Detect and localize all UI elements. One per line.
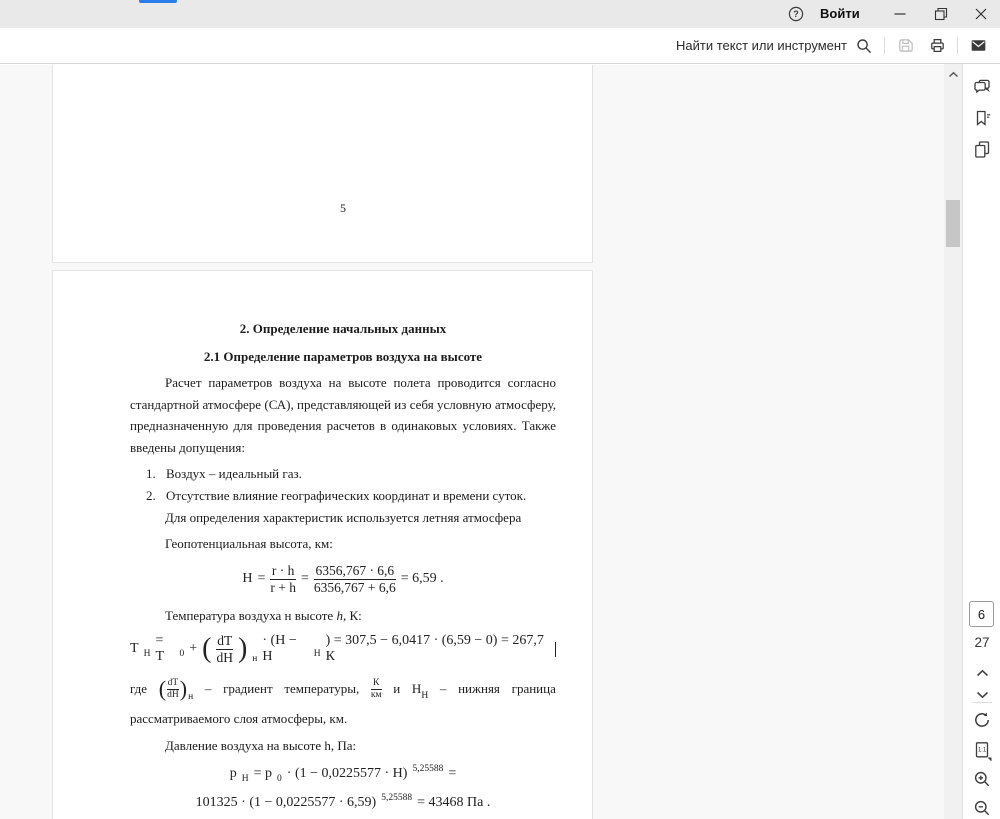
where-word: и <box>393 681 401 696</box>
where-word: температуры, <box>284 681 360 696</box>
geopotential-label: Геопотенциальная высота, км: <box>165 536 333 551</box>
paragraph-line: Расчет параметров воздуха на высоте полета проводится согласно <box>165 375 556 390</box>
formula-term: = p <box>253 766 273 781</box>
formula-term: H <box>242 571 253 586</box>
formula-pressure-line1 <box>130 761 556 787</box>
previous-page-button[interactable] <box>971 662 993 684</box>
list-item <box>130 485 556 507</box>
subscript: н <box>188 692 194 702</box>
comments-icon <box>972 77 992 97</box>
rotate-page-button[interactable] <box>971 709 993 731</box>
scroll-up-button[interactable] <box>944 66 962 82</box>
envelope-icon <box>969 36 988 55</box>
fraction-numerator: dT <box>167 678 179 689</box>
summer-atmosphere-line: Для определения характеристик используется летняя атмосфера <box>165 510 522 525</box>
save-button[interactable] <box>895 36 915 56</box>
total-pages-label: 27 <box>974 635 990 650</box>
search-icon <box>854 36 874 56</box>
paragraph-line: введены допущения: <box>130 440 245 456</box>
pdf-page-5 <box>52 65 593 263</box>
formula-term: + <box>189 641 198 656</box>
label-text: , К: <box>342 608 362 623</box>
subscript: 0 <box>179 649 185 659</box>
pdf-viewer-canvas[interactable] <box>0 65 944 819</box>
formula-term: H <box>411 681 422 696</box>
paragraph-line: стандартной атмосфере (СА), представляющей из себя условную атмосферу, <box>130 396 556 412</box>
help-button[interactable] <box>786 5 806 23</box>
zoom-out-icon <box>972 798 992 818</box>
zoom-in-icon <box>972 769 992 789</box>
formula-term: = <box>257 571 266 586</box>
formula-term: = <box>300 571 309 586</box>
restore-window-button[interactable] <box>923 0 959 28</box>
section-heading: 2. Определение начальных данных <box>239 321 447 336</box>
help-icon <box>788 6 804 22</box>
close-button[interactable] <box>963 0 999 28</box>
list-item-number: 1. <box>146 466 156 481</box>
assumptions-list <box>130 463 556 529</box>
sidebar-divider <box>972 702 992 703</box>
rotate-icon <box>972 710 992 730</box>
where-clause-line2: рассматриваемого слоя атмосферы, км. <box>130 711 348 726</box>
subsection-heading: 2.1 Определение параметров воздуха на высоте <box>203 349 483 364</box>
find-text-label: Найти текст или инструмент <box>676 38 847 53</box>
svg-text:1:1: 1:1 <box>977 747 986 753</box>
comments-button[interactable] <box>971 76 993 98</box>
send-email-button[interactable] <box>968 36 988 56</box>
where-dash: – <box>204 681 212 696</box>
where-clause-line <box>130 671 556 707</box>
print-icon <box>928 36 947 55</box>
pressure-label: Давление воздуха на высоте h, Па: <box>165 738 357 753</box>
formula-result: = 43468 Па . <box>417 795 491 810</box>
pdf-sidebar <box>962 64 1000 819</box>
formula-term: 101325 · (1 − 0,0225577 · 6,59) <box>195 795 377 810</box>
subscript: Н <box>143 649 151 659</box>
window-titlebar <box>0 0 1000 28</box>
fraction-numerator: К <box>373 678 380 689</box>
pdf-page-6 <box>52 270 593 819</box>
fraction-numerator: r · h <box>271 563 295 579</box>
subscript: н <box>252 654 258 664</box>
find-text-control[interactable] <box>676 36 874 56</box>
copy-icon <box>972 139 992 159</box>
lower-bound-term <box>411 681 429 701</box>
minimize-button[interactable] <box>882 0 918 28</box>
fraction-denominator: 6356,767 + 6,6 <box>313 579 396 595</box>
units-fraction <box>371 678 382 700</box>
chevron-up-icon <box>976 669 989 677</box>
text-caret <box>555 642 556 657</box>
bookmark-icon <box>972 108 992 128</box>
fraction <box>314 563 396 594</box>
gradient-term <box>159 678 193 700</box>
page-scale-icon <box>972 740 993 761</box>
where-word: граница <box>511 681 556 696</box>
formula-geopotential-height <box>130 559 556 599</box>
subscript: Н <box>421 691 429 701</box>
fraction <box>270 563 296 594</box>
chevron-up-icon <box>948 71 959 78</box>
formula-term: = <box>448 766 457 781</box>
temperature-label <box>130 608 556 624</box>
where-word: градиент <box>223 681 273 696</box>
fraction-numerator: 6356,767 · 6,6 <box>315 563 395 579</box>
where-word: нижняя <box>458 681 500 696</box>
fraction-numerator: dT <box>217 633 233 649</box>
page-scale-button[interactable] <box>971 739 993 761</box>
zoom-in-button[interactable] <box>971 768 993 790</box>
where-dash: – <box>439 681 447 696</box>
vertical-scrollbar[interactable] <box>944 64 962 819</box>
bookmarks-button[interactable] <box>971 107 993 129</box>
pdf-toolbar <box>0 28 1000 64</box>
active-tab-indicator <box>139 0 177 3</box>
left-paren: ( <box>158 676 167 701</box>
formula-term: · (1 − 0,0225577 · H) <box>286 766 408 781</box>
formula-term: · (H − H <box>262 633 297 664</box>
left-paren: ( <box>202 633 212 664</box>
subscript: 0 <box>277 774 282 784</box>
fraction-denominator: км <box>370 689 382 700</box>
toolbar-divider <box>884 37 885 54</box>
save-icon <box>896 36 915 55</box>
restore-icon <box>934 7 948 21</box>
intro-paragraph <box>130 372 556 459</box>
exponent: 5,25588 <box>412 764 444 774</box>
print-button[interactable] <box>927 36 947 56</box>
where-word: где <box>130 681 148 696</box>
formula-temperature <box>130 627 556 671</box>
chevron-down-icon <box>976 691 989 699</box>
list-item-number: 2. <box>146 488 156 503</box>
scrollbar-thumb[interactable] <box>946 200 960 247</box>
svg-text:?: ? <box>793 9 799 20</box>
list-item-text: Воздух – идеальный газ. <box>166 466 302 481</box>
page-number-input[interactable] <box>969 601 994 627</box>
formula-result: ) = 307,5 − 6,0417 · (6,59 − 0) = 267,7 К <box>325 633 544 664</box>
minimize-icon <box>893 7 907 21</box>
list-item <box>130 463 556 485</box>
formula-term: = T <box>155 633 164 664</box>
right-paren: ) <box>179 676 188 701</box>
fraction-denominator: r + h <box>270 579 296 595</box>
zoom-out-button[interactable] <box>971 797 993 819</box>
close-icon <box>974 7 988 21</box>
fraction-denominator: dH <box>167 689 179 700</box>
formula-result: = 6,59 . <box>400 571 444 586</box>
list-item-text: Отсутствие влияние географических координат и времени суток. <box>166 488 527 503</box>
login-button[interactable]: Войти <box>820 6 860 21</box>
subscript: Н <box>241 774 249 784</box>
formula-pressure-line2 <box>130 790 556 816</box>
formula-term: T <box>130 641 139 656</box>
exponent: 5,25588 <box>381 793 413 803</box>
label-variable: h <box>336 608 343 623</box>
fraction <box>167 678 179 700</box>
copy-pages-button[interactable] <box>971 138 993 160</box>
paragraph-line: предназначенную для проведения расчетов в одинаковых условиях. Также <box>130 418 556 434</box>
fraction <box>216 633 233 664</box>
toolbar-divider <box>957 37 958 54</box>
label-text: Температура воздуха н высоте <box>165 608 337 623</box>
subscript: Н <box>313 649 321 659</box>
fraction-denominator: dH <box>216 649 233 665</box>
page-number-5: 5 <box>340 201 346 215</box>
right-paren: ) <box>237 633 248 664</box>
formula-term: p <box>229 766 237 781</box>
